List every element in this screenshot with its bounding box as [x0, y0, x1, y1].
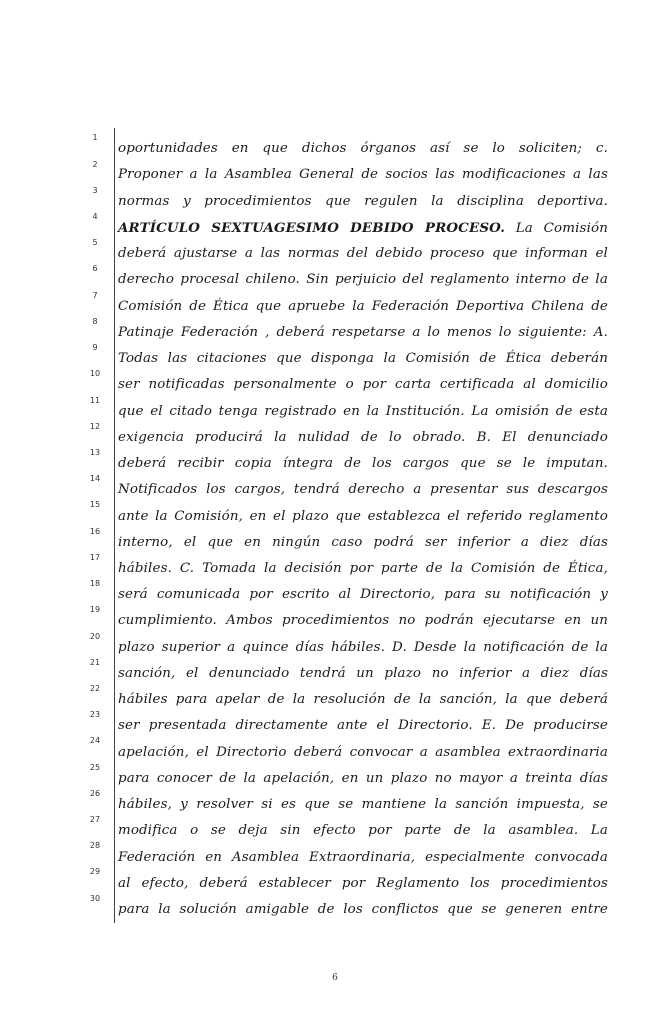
text-line: oportunidades en que dichos órganos así se lo soliciten; c. [118, 141, 608, 156]
line-number-column [80, 0, 110, 1024]
text-line: ser notificadas personalmente o por carta certificada al domicilio [118, 377, 608, 392]
text-line: al efecto, deberá establecer por Reglamento los procedimientos [118, 876, 608, 891]
line-number: 26 [89, 789, 101, 798]
text-line: hábiles. C. Tomada la decisión por parte de la Comisión de Ética, [118, 561, 608, 576]
text-line: ser presentada directamente ante el Directorio. E. De producirse [118, 718, 608, 733]
body-text [118, 0, 608, 1024]
line-number: 1 [92, 133, 98, 142]
text-line: plazo superior a quince días hábiles. D. Desde la notificación de la [118, 640, 608, 655]
text-line: será comunicada por escrito al Directorio, para su notificación y [118, 587, 608, 602]
line-number: 6 [92, 264, 98, 273]
text-line: Notificados los cargos, tendrá derecho a presentar sus descargos [118, 482, 608, 497]
text-line: Patinaje Federación , deberá respetarse a lo menos lo siguiente: A. [118, 325, 608, 340]
text-line: hábiles para apelar de la resolución de la sanción, la que deberá [118, 692, 608, 707]
text-line: Proponer a la Asamblea General de socios las modificaciones a las [118, 167, 608, 182]
line-number: 13 [89, 448, 101, 457]
line-number: 2 [92, 160, 98, 169]
line-number: 27 [89, 815, 101, 824]
line-number: 30 [89, 894, 101, 903]
page-number: 6 [332, 973, 338, 983]
line-number: 22 [89, 684, 101, 693]
article-heading-line [118, 219, 608, 238]
line-number: 8 [92, 317, 98, 326]
line-number: 5 [92, 238, 98, 247]
line-number: 21 [89, 658, 101, 667]
line-number: 4 [92, 212, 98, 221]
text-line: sanción, el denunciado tendrá un plazo no inferior a diez días [118, 666, 608, 681]
text-line: que el citado tenga registrado en la Institución. La omisión de esta [118, 404, 608, 419]
text-line: para conocer de la apelación, en un plazo no mayor a treinta días [118, 771, 608, 786]
text-line: ante la Comisión, en el plazo que establezca el referido reglamento [118, 509, 608, 524]
line-number: 20 [89, 632, 101, 641]
line-number: 23 [89, 710, 101, 719]
text-line: interno, el que en ningún caso podrá ser inferior a diez días [118, 535, 608, 550]
text-line: modifica o se deja sin efecto por parte de la asamblea. La [118, 823, 608, 838]
text-line: deberá ajustarse a las normas del debido proceso que informan el [118, 246, 608, 261]
line-number: 17 [89, 553, 101, 562]
line-number: 15 [89, 500, 101, 509]
line-number: 9 [92, 343, 98, 352]
line-number: 10 [89, 369, 101, 378]
text-line: Comisión de Ética que apruebe la Federación Deportiva Chilena de [118, 299, 608, 314]
line-number: 29 [89, 867, 101, 876]
line-number: 18 [89, 579, 101, 588]
text-line: deberá recibir copia íntegra de los cargos que se le imputan. [118, 456, 608, 471]
text-line: exigencia producirá la nulidad de lo obrado. B. El denunciado [118, 430, 608, 445]
line-number: 12 [89, 422, 101, 431]
line-number: 24 [89, 736, 101, 745]
text-line: cumplimiento. Ambos procedimientos no podrán ejecutarse en un [118, 613, 608, 628]
line-number: 11 [89, 396, 101, 405]
line-number: 7 [92, 291, 98, 300]
text-line: Todas las citaciones que disponga la Comisión de Ética deberán [118, 351, 608, 366]
text-line-rest: La Comisión [505, 221, 608, 236]
text-line: para la solución amigable de los conflictos que se generen entre [118, 902, 608, 917]
line-number: 19 [89, 605, 101, 614]
article-heading: ARTÍCULO SEXTUAGESIMO DEBIDO PROCESO. [118, 220, 506, 236]
line-number: 14 [89, 474, 101, 483]
text-line: Federación en Asamblea Extraordinaria, especialmente convocada [118, 850, 608, 865]
line-number: 16 [89, 527, 101, 536]
line-number: 3 [92, 186, 98, 195]
text-line: apelación, el Directorio deberá convocar a asamblea extraordinaria [118, 745, 608, 760]
text-line: normas y procedimientos que regulen la disciplina deportiva. [118, 194, 608, 209]
line-number: 25 [89, 763, 101, 772]
margin-rule [114, 128, 115, 923]
text-line: hábiles, y resolver si es que se mantiene la sanción impuesta, se [118, 797, 608, 812]
text-line: derecho procesal chileno. Sin perjuicio del reglamento interno de la [118, 272, 608, 287]
line-number: 28 [89, 841, 101, 850]
